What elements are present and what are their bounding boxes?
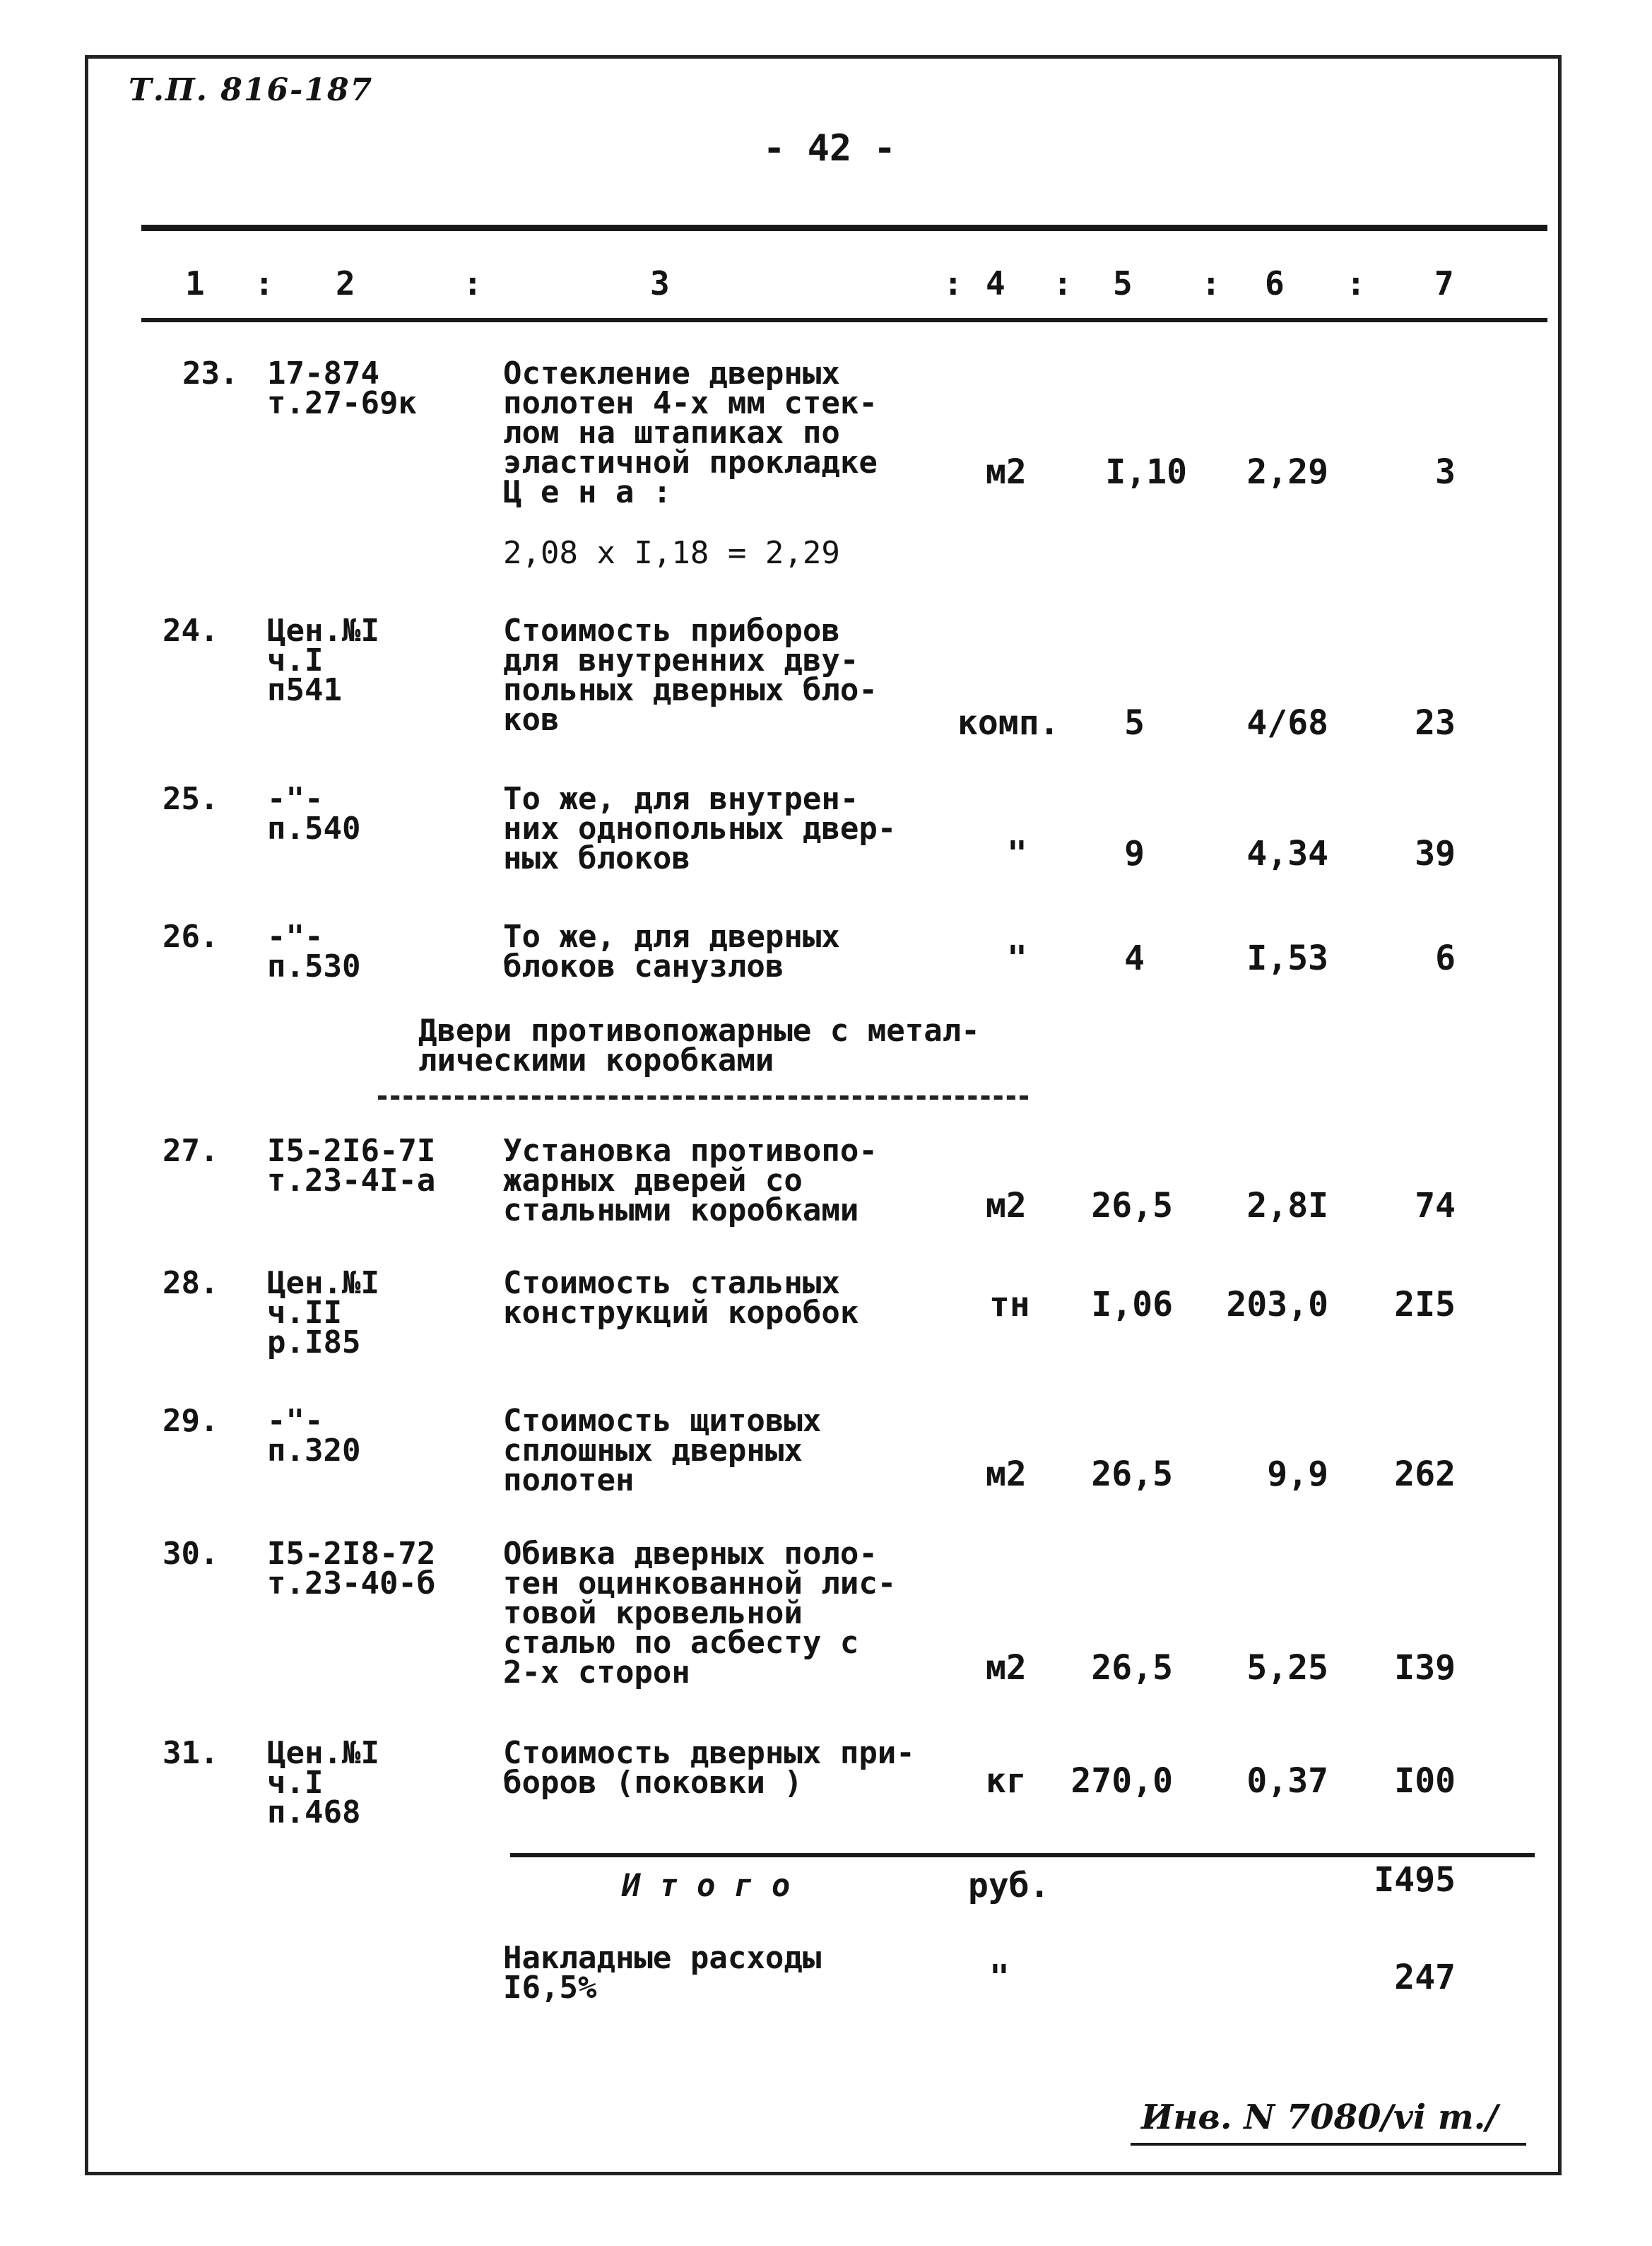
row-quantity: I,10 bbox=[1105, 452, 1187, 492]
row-price: 2,29 bbox=[1246, 452, 1328, 492]
overhead-label: Накладные расходы I6,5% bbox=[503, 1940, 822, 2006]
col-head-4: 4 bbox=[986, 264, 1005, 302]
row-total: 3 bbox=[1435, 452, 1456, 492]
row-total: 74 bbox=[1415, 1186, 1456, 1225]
row-unit: м2 bbox=[986, 1648, 1027, 1688]
col-head-6: 6 bbox=[1265, 264, 1285, 302]
totals-rule bbox=[510, 1853, 1535, 1857]
row-code: -"- п.320 bbox=[267, 1403, 361, 1469]
row-code: -"- п.540 bbox=[267, 781, 361, 847]
total-label: И т о г о bbox=[622, 1868, 791, 1904]
row-code: -"- п.530 bbox=[267, 919, 361, 984]
row-description: Стоимость приборов для внутренних дву- польных дверных бло- ков bbox=[503, 613, 878, 738]
row-description: Стоимость стальных конструкций коробок bbox=[503, 1265, 859, 1331]
overhead-value: 247 bbox=[1394, 1958, 1456, 1997]
row-unit: комп. bbox=[957, 703, 1060, 743]
row-code: 17-874 т.27-69к bbox=[267, 355, 417, 421]
row-unit: " bbox=[1007, 834, 1027, 874]
col-head-1: 1 bbox=[185, 264, 205, 302]
inventory-underline bbox=[1131, 2143, 1526, 2146]
inventory-number: Инв. N 7080/vi т./ bbox=[1141, 2098, 1498, 2137]
row-description: Обивка дверных поло- тен оцинкованной лис- товой кровельной сталью по асбесту с 2-х сторон bbox=[503, 1536, 897, 1691]
row-quantity: 26,5 bbox=[1091, 1186, 1173, 1225]
row-price: 0,37 bbox=[1246, 1761, 1328, 1801]
row-total: I39 bbox=[1394, 1648, 1456, 1688]
header-rule bbox=[141, 318, 1547, 322]
row-price: I,53 bbox=[1246, 939, 1328, 978]
row-unit: м2 bbox=[986, 452, 1027, 492]
row-number: 25. bbox=[163, 781, 219, 817]
row-quantity: 270,0 bbox=[1070, 1761, 1173, 1801]
row-quantity: 9 bbox=[1124, 834, 1145, 874]
row-price: 4,34 bbox=[1246, 834, 1328, 874]
row-description: Стоимость дверных при- боров (поковки ) bbox=[503, 1735, 915, 1801]
row-description: Остекление дверных полотен 4-х мм стек- лом на штапиках по эластичной прокладке Ц е н а : bbox=[503, 355, 878, 510]
top-rule bbox=[141, 225, 1547, 231]
row-total: I00 bbox=[1394, 1761, 1456, 1801]
row-quantity: I,06 bbox=[1091, 1285, 1173, 1324]
row-price: 4/68 bbox=[1246, 703, 1328, 743]
row-code: I5-2I6-7I т.23-4I-а bbox=[267, 1133, 436, 1199]
row-quantity: 4 bbox=[1124, 939, 1145, 978]
row-unit: м2 bbox=[986, 1186, 1027, 1225]
row-total: 262 bbox=[1394, 1454, 1456, 1494]
row-price: 9,9 bbox=[1267, 1454, 1328, 1494]
col-head-5: 5 bbox=[1113, 264, 1133, 302]
col-head-3: 3 bbox=[650, 264, 670, 302]
row-total: 6 bbox=[1435, 939, 1456, 978]
row-number: 27. bbox=[163, 1133, 219, 1169]
total-unit: руб. bbox=[968, 1866, 1050, 1905]
overhead-unit: " bbox=[989, 1958, 1010, 1997]
row-quantity: 26,5 bbox=[1091, 1454, 1173, 1494]
row-description: То же, для дверных блоков санузлов bbox=[503, 919, 840, 984]
row-code: Цен.№I ч.II р.I85 bbox=[267, 1265, 379, 1360]
row-code: I5-2I8-72 т.23-40-б bbox=[267, 1536, 436, 1601]
row-code: Цен.№I ч.I п541 bbox=[267, 613, 379, 708]
row-description: Установка противопо- жарных дверей со стальными коробками bbox=[503, 1133, 878, 1228]
col-sep: : bbox=[1346, 264, 1366, 302]
row-total: 23 bbox=[1415, 703, 1456, 743]
page-number: - 42 - bbox=[763, 127, 896, 170]
row-price: 5,25 bbox=[1246, 1648, 1328, 1688]
row-code: Цен.№I ч.I п.468 bbox=[267, 1735, 379, 1830]
col-sep: : bbox=[463, 264, 483, 302]
section-heading: Двери противопожарные с метал- лическими коробками bbox=[418, 1013, 980, 1078]
row-unit: кг bbox=[986, 1761, 1027, 1801]
row-unit: " bbox=[1007, 939, 1027, 978]
section-dashed-underline bbox=[378, 1095, 1028, 1100]
row-description: То же, для внутрен- них однопольных двер- ных блоков bbox=[503, 781, 897, 876]
row-price: 2,8I bbox=[1246, 1186, 1328, 1225]
row-number: 23. bbox=[182, 355, 239, 392]
col-head-7: 7 bbox=[1434, 264, 1454, 302]
total-value: I495 bbox=[1374, 1860, 1456, 1900]
col-sep: : bbox=[1201, 264, 1221, 302]
row-price-formula: 2,08 x I,18 = 2,29 bbox=[503, 535, 840, 571]
row-number: 31. bbox=[163, 1735, 219, 1771]
row-description: Стоимость щитовых сплошных дверных полотен bbox=[503, 1403, 822, 1498]
row-number: 26. bbox=[163, 919, 219, 955]
doc-code: Т.П. 816-187 bbox=[129, 72, 374, 108]
col-sep: : bbox=[1053, 264, 1073, 302]
col-head-2: 2 bbox=[336, 264, 355, 302]
row-number: 24. bbox=[163, 613, 219, 649]
row-total: 2I5 bbox=[1394, 1285, 1456, 1324]
row-unit: тн bbox=[989, 1285, 1030, 1324]
col-sep: : bbox=[254, 264, 274, 302]
row-quantity: 5 bbox=[1124, 703, 1145, 743]
row-quantity: 26,5 bbox=[1091, 1648, 1173, 1688]
row-total: 39 bbox=[1415, 834, 1456, 874]
row-number: 28. bbox=[163, 1265, 219, 1301]
row-number: 30. bbox=[163, 1536, 219, 1572]
row-number: 29. bbox=[163, 1403, 219, 1439]
row-price: 203,0 bbox=[1226, 1285, 1328, 1324]
col-sep: : bbox=[943, 264, 963, 302]
row-unit: м2 bbox=[986, 1454, 1027, 1494]
